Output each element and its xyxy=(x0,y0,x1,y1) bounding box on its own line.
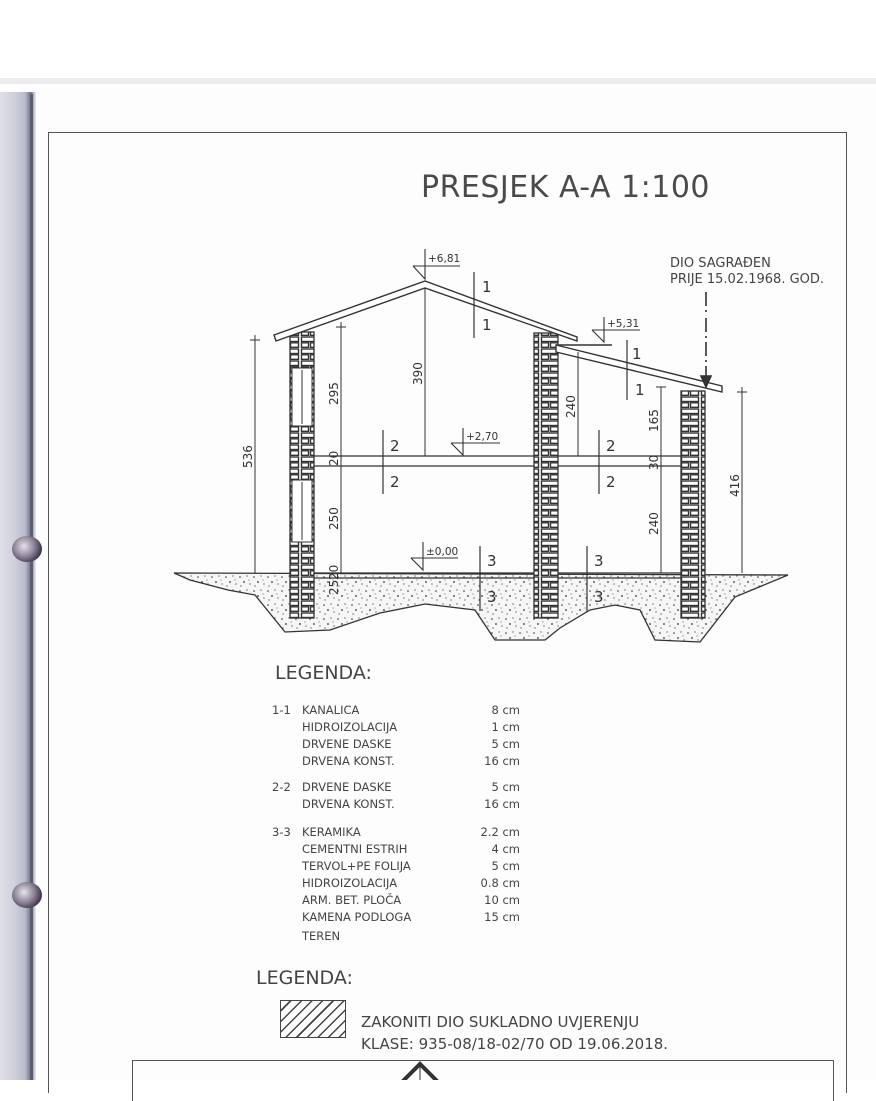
section-mark-2-bottom: 2 xyxy=(390,473,400,491)
slabs xyxy=(312,456,700,578)
hatch-swatch-icon xyxy=(280,1000,346,1038)
next-drawing-frame xyxy=(132,1060,834,1101)
note-line-2: PRIJE 15.02.1968. GOD. xyxy=(670,272,825,287)
legend-code: 3-3 xyxy=(272,825,291,839)
legend-row xyxy=(272,928,532,945)
legend-row xyxy=(272,796,532,813)
legend-material: DRVENA KONST. xyxy=(302,797,395,811)
legend-heading-2: LEGENDA: xyxy=(256,967,353,989)
drawing-title: PRESJEK A-A 1:100 xyxy=(421,170,710,205)
dim-lean-to-eave: 165 xyxy=(647,409,661,432)
section-mark-2-top: 2 xyxy=(606,437,616,455)
legend-value: 8 cm xyxy=(491,703,520,717)
legend-material: KAMENA PODLOGA xyxy=(302,910,412,924)
legend-value: 5 cm xyxy=(491,859,520,873)
legend-value: 1 cm xyxy=(491,720,520,734)
legend-material: HIDROIZOLACIJA xyxy=(302,876,398,890)
dim-base-left-b: 25 xyxy=(327,579,341,595)
legend-value: 5 cm xyxy=(491,780,520,794)
legal-line-1: ZAKONITI DIO SUKLADNO UVJERENJU xyxy=(361,1013,640,1031)
dim-slab-left: 20 xyxy=(327,450,341,466)
legend-row xyxy=(272,753,532,770)
section-mark-2-top: 2 xyxy=(390,437,400,455)
legend-row xyxy=(272,824,532,841)
legend-row xyxy=(272,858,532,875)
section-mark-3-bottom: 3 xyxy=(487,588,497,606)
legend-material: DRVENE DASKE xyxy=(302,737,392,751)
elevation-ridge: +6,81 xyxy=(428,253,461,265)
legend-code: 1-1 xyxy=(272,703,291,717)
legend-material: HIDROIZOLACIJA xyxy=(302,720,398,734)
note-line-1: DIO SAGRAĐEN xyxy=(670,256,771,271)
legend-value: 5 cm xyxy=(491,737,520,751)
legend-row xyxy=(272,909,532,926)
legend-row xyxy=(272,779,532,796)
legend-material: DRVENE DASKE xyxy=(302,780,392,794)
legend-value: 2.2 cm xyxy=(480,825,520,839)
elevation-upper-floor: +2,70 xyxy=(466,431,499,443)
section-mark-1-bottom: 1 xyxy=(635,381,645,399)
legal-line-2: KLASE: 935-08/18-02/70 OD 19.06.2018. xyxy=(361,1035,669,1053)
legal-part-label xyxy=(361,1011,668,1055)
elevation-lean-to: +5,31 xyxy=(607,318,640,330)
dim-total-right: 416 xyxy=(728,474,742,497)
legend-value: 0.8 cm xyxy=(480,876,520,890)
legend-group-2-2 xyxy=(272,779,532,813)
section-mark-1-top: 1 xyxy=(632,345,642,363)
elevation-ground-floor: ±0,00 xyxy=(426,546,459,558)
section-mark-3-top: 3 xyxy=(594,552,604,570)
dim-lower-wall-right: 240 xyxy=(647,512,661,535)
section-mark-3-bottom: 3 xyxy=(594,588,604,606)
section-mark-3-top: 3 xyxy=(487,552,497,570)
legend-heading: LEGENDA: xyxy=(275,662,372,684)
legend-group-3-3 xyxy=(272,824,532,945)
legend-material: TEREN xyxy=(302,929,341,943)
legend-value: 16 cm xyxy=(484,797,520,811)
dim-base-left-a: 20 xyxy=(327,564,341,580)
legend-value: 4 cm xyxy=(491,842,520,856)
dim-lower-wall-left: 250 xyxy=(327,507,341,530)
dim-lean-to-upper: 240 xyxy=(564,395,578,418)
section-mark-2-bottom: 2 xyxy=(606,473,616,491)
legend-row xyxy=(272,719,532,736)
legend-row xyxy=(272,841,532,858)
section-mark-1-bottom: 1 xyxy=(482,316,492,334)
dimension-lines xyxy=(250,288,747,573)
legend-value: 10 cm xyxy=(484,893,520,907)
legend-code: 2-2 xyxy=(272,780,291,794)
legend-material: KANALICA xyxy=(302,703,360,717)
legend-material: DRVENA KONST. xyxy=(302,754,395,768)
legend-material: ARM. BET. PLOČA xyxy=(302,893,402,907)
dim-upper-wall-left: 295 xyxy=(327,382,341,405)
dim-slab-right: 30 xyxy=(647,454,661,470)
legend-row xyxy=(272,875,532,892)
legend-value: 15 cm xyxy=(484,910,520,924)
section-mark-1-top: 1 xyxy=(482,278,492,296)
legend-material: TERVOL+PE FOLIJA xyxy=(302,859,411,873)
note-arrow xyxy=(701,292,711,387)
elevation-markers xyxy=(411,249,640,570)
dim-total-left: 536 xyxy=(241,445,255,468)
legend-row xyxy=(272,892,532,909)
dim-ridge-height: 390 xyxy=(411,362,425,385)
legend-material: CEMENTNI ESTRIH xyxy=(302,842,408,856)
legend-material: KERAMIKA xyxy=(302,825,361,839)
legend-row xyxy=(272,736,532,753)
legend-row xyxy=(272,702,532,719)
legend-value: 16 cm xyxy=(484,754,520,768)
legend-group-1-1 xyxy=(272,702,532,770)
section-cut-lines xyxy=(383,272,627,611)
